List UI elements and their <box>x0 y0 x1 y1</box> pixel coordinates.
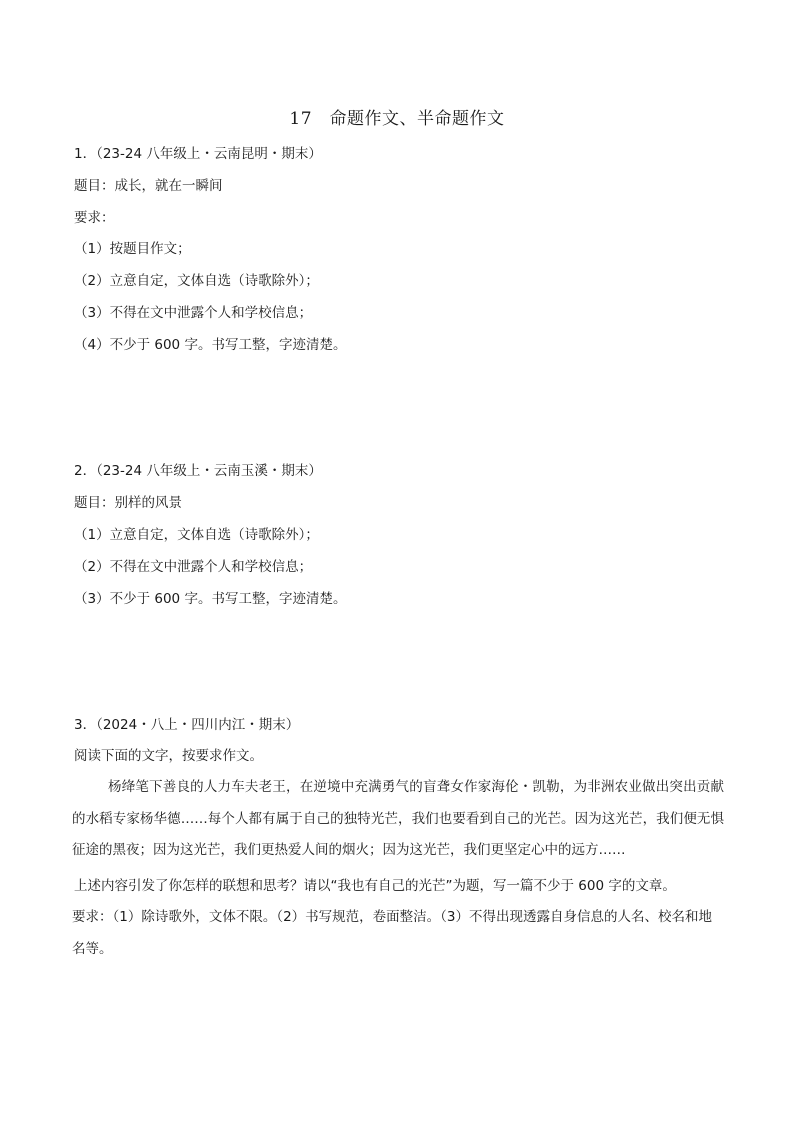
question-2-header: 2．（23-24 八年级上・云南玉溪・期末） <box>74 463 322 479</box>
question-1-requirement-1: （1）按题目作文； <box>74 241 191 257</box>
question-1-requirement-2: （2）立意自定，文体自选（诗歌除外）； <box>74 273 319 289</box>
question-2-requirement-3: （3）不少于 600 字。书写工整，字迹清楚。 <box>74 591 347 607</box>
question-3-intro: 阅读下面的文字，按要求作文。 <box>74 748 263 764</box>
question-1-requirement-3: （3）不得在文中泄露个人和学校信息； <box>74 305 313 321</box>
question-1-requirement-4: （4）不少于 600 字。书写工整，字迹清楚。 <box>74 337 347 353</box>
question-3-prompt: 上述内容引发了你怎样的联想和思考？请以“我也有自己的光芒”为题，写一篇不少于 600 字的文章。 <box>74 878 676 894</box>
question-2-topic: 题目：别样的风景 <box>74 495 182 511</box>
question-2-requirement-2: （2）不得在文中泄露个人和学校信息； <box>74 559 313 575</box>
question-2-requirement-1: （1）立意自定，文体自选（诗歌除外）； <box>74 527 319 543</box>
question-1-requirements-label: 要求： <box>74 210 115 226</box>
question-1-header: 1．（23-24 八年级上・云南昆明・期末） <box>74 146 322 162</box>
question-3-requirements: 要求：（1）除诗歌外，文体不限。（2）书写规范，卷面整洁。（3）不得出现透露自身信息的人名、校名和地名等。 <box>72 909 713 957</box>
question-1-topic: 题目：成长，就在一瞬间 <box>74 178 223 194</box>
question-3-header: 3．（2024・八上・四川内江・期末） <box>74 717 300 733</box>
question-3-passage: 杨绛笔下善良的人力车夫老王，在逆境中充满勇气的盲聋女作家海伦・凯勒，为非洲农业做出突出贡献的水稻专家杨华德……每个人都有属于自己的独特光芒，我们也要看到自己的光芒。因为这光芒，我们便无惧征途的黑夜；因为这光芒，我们更热爱人间的烟火；因为这光芒，我们更坚定心中的远方…… <box>72 779 724 858</box>
page-title: 17 命题作文、半命题作文 <box>289 109 505 129</box>
